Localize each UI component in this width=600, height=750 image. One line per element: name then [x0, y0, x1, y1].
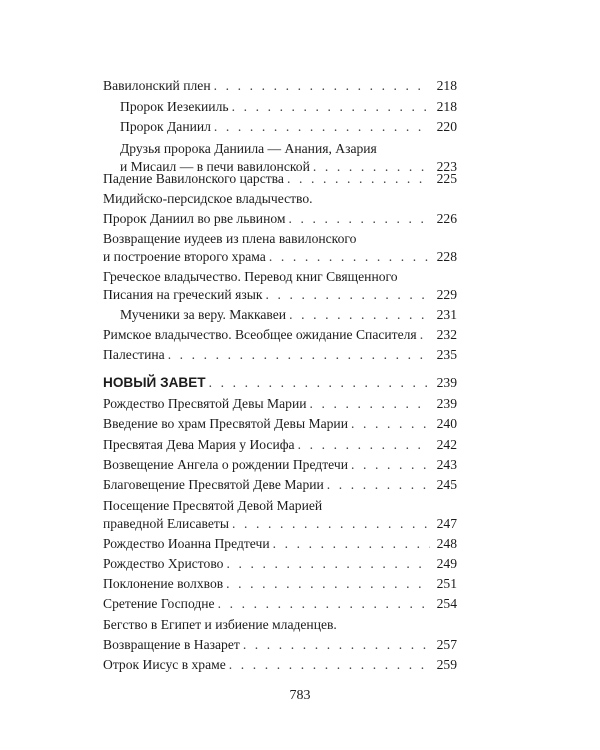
toc-entry-line	[103, 616, 457, 634]
toc-entry	[103, 616, 457, 634]
toc-entry	[103, 535, 457, 553]
toc-page-number: 251	[436, 576, 457, 591]
dot-leader	[420, 326, 430, 344]
toc-page-number: 225	[436, 171, 457, 186]
toc-entry-title: и построение второго храма	[103, 249, 266, 264]
dot-leader	[226, 555, 430, 573]
dot-leader	[243, 636, 430, 654]
toc-entry	[103, 595, 457, 613]
toc-entry-title: Сретение Господне	[103, 596, 215, 611]
toc-page-number: 245	[436, 477, 457, 492]
toc-entry	[103, 230, 457, 266]
dot-leader	[214, 77, 430, 95]
toc-page-number: 254	[436, 596, 457, 611]
toc-page-number: 248	[436, 536, 457, 551]
toc-entry	[103, 456, 457, 474]
toc-entry-line	[120, 306, 457, 324]
toc-entry-line	[103, 636, 457, 654]
toc-entry-title: Поклонение волхвов	[103, 576, 224, 591]
toc-page-number: 235	[436, 347, 457, 362]
dot-leader	[232, 98, 430, 116]
dot-leader	[229, 656, 430, 674]
toc-entry-title: Рождество Пресвятой Девы Марии	[103, 396, 307, 411]
toc-entry-title: праведной Елисаветы	[103, 516, 230, 531]
toc-entry-line	[103, 374, 457, 392]
toc-entry-title: Пророк Даниил во рве львином	[103, 211, 286, 226]
toc-page-number: 259	[436, 657, 457, 672]
toc-entry-title: Благовещение Пресвятой Деве Марии	[103, 477, 324, 492]
toc-page-number: 240	[436, 416, 457, 431]
toc-entry	[103, 395, 457, 413]
toc-entry-line	[120, 140, 457, 158]
toc-entry-line	[103, 248, 457, 266]
toc-entry-title: Римское владычество. Всеобщее ожидание Спасителя	[103, 327, 417, 342]
toc-entry-line	[103, 575, 457, 593]
dot-leader	[351, 456, 430, 474]
toc-entry	[120, 118, 457, 136]
toc-entry	[103, 346, 457, 364]
toc-entry-line	[103, 476, 457, 494]
toc-entry	[103, 436, 457, 454]
toc-page-number: 229	[436, 287, 457, 302]
toc-entry	[103, 656, 457, 674]
toc-entry	[103, 555, 457, 573]
toc-page-number: 232	[436, 327, 457, 342]
toc-entry	[103, 326, 457, 344]
dot-leader	[289, 306, 430, 324]
toc-entry-line	[103, 656, 457, 674]
toc-page-number: 249	[436, 556, 457, 571]
toc-entry-title: НОВЫЙ ЗАВЕТ	[103, 375, 206, 390]
toc-entry-title: Пресвятая Дева Мария у Иосифа	[103, 437, 295, 452]
toc-entry-title: Возвещение Ангела о рождении Предтечи	[103, 457, 348, 472]
toc-entry-title: Падение Вавилонского царства	[103, 171, 284, 186]
toc-entry-title: Отрок Иисус в храме	[103, 657, 226, 672]
toc-page-number: 231	[436, 307, 457, 322]
toc-entry-title: Палестина	[103, 347, 165, 362]
toc-page-number: 257	[436, 637, 457, 652]
toc-entry-title: Мученики за веру. Маккавеи	[120, 307, 287, 322]
page-number: 783	[289, 688, 311, 703]
dot-leader	[273, 535, 430, 553]
toc-entry-line	[103, 190, 457, 208]
toc-entry-line	[103, 535, 457, 553]
toc-entry-line	[103, 515, 457, 533]
toc-entry	[103, 415, 457, 433]
toc-entry-title: Греческое владычество. Перевод книг Священного	[103, 269, 398, 284]
toc-entry-title: Рождество Христово	[103, 556, 224, 571]
dot-leader	[298, 436, 430, 454]
toc-entry-line	[103, 230, 457, 248]
toc-entry	[103, 636, 457, 654]
toc-entry-line	[103, 555, 457, 573]
dot-leader	[265, 286, 430, 304]
toc-entry-title: Писания на греческий язык	[103, 287, 263, 302]
toc-page-number: 218	[436, 99, 457, 114]
toc-entry-line	[103, 210, 457, 228]
toc-entry	[103, 268, 457, 304]
dot-leader	[209, 374, 430, 392]
toc-entry	[103, 476, 457, 494]
toc-entry-title: Посещение Пресвятой Девой Марией	[103, 498, 323, 513]
toc-page-number: 226	[436, 211, 457, 226]
toc-entry-title: Пророк Даниил	[120, 119, 211, 134]
toc-entry-line	[103, 286, 457, 304]
toc-entry-line	[103, 456, 457, 474]
toc-entry-line	[103, 436, 457, 454]
dot-leader	[232, 515, 430, 533]
toc-entry	[103, 575, 457, 593]
dot-leader	[269, 248, 430, 266]
toc-page-number: 228	[436, 249, 457, 264]
dot-leader	[287, 170, 430, 188]
toc-entry-line	[103, 395, 457, 413]
toc-entry-line	[103, 415, 457, 433]
toc-entry-line	[103, 497, 457, 515]
toc-entry	[103, 210, 457, 228]
toc-entry-line	[103, 170, 457, 188]
toc-section-heading	[103, 374, 457, 392]
toc-entry-line	[103, 326, 457, 344]
toc-entry-line	[103, 77, 457, 95]
dot-leader	[289, 210, 431, 228]
toc-entry	[120, 98, 457, 116]
toc-entry	[103, 190, 457, 208]
toc-entry-title: Друзья пророка Даниила — Анания, Азария	[120, 141, 377, 156]
toc-entry-title: Пророк Иезекииль	[120, 99, 229, 114]
toc-entry-line	[120, 118, 457, 136]
toc-entry	[103, 497, 457, 533]
toc-entry-line	[103, 346, 457, 364]
toc-page-number: 223	[436, 159, 457, 174]
toc-entry	[103, 170, 457, 188]
toc-page-number: 247	[436, 516, 457, 531]
dot-leader	[310, 395, 431, 413]
dot-leader	[226, 575, 430, 593]
toc-entry-title: и Мисаил — в печи вавилонской	[120, 159, 310, 174]
toc-entry-line	[120, 98, 457, 116]
toc-entry-title: Бегство в Египет и избиение младенцев.	[103, 617, 337, 632]
toc-entry-title: Вавилонский плен	[103, 78, 211, 93]
toc-page-number: 239	[436, 375, 457, 390]
toc-entry-title: Мидийско-персидское владычество.	[103, 191, 313, 206]
dot-leader	[351, 415, 430, 433]
toc-entry-title: Введение во храм Пресвятой Девы Марии	[103, 416, 348, 431]
dot-leader	[214, 118, 430, 136]
dot-leader	[218, 595, 430, 613]
toc-page-number: 220	[436, 119, 457, 134]
dot-leader	[327, 476, 430, 494]
toc-entry	[103, 77, 457, 95]
toc-page-number: 218	[436, 78, 457, 93]
toc-entry-line	[103, 595, 457, 613]
dot-leader	[168, 346, 430, 364]
toc-page-number: 243	[436, 457, 457, 472]
toc-entry	[120, 306, 457, 324]
toc-entry-title: Рождество Иоанна Предтечи	[103, 536, 270, 551]
toc-page-number: 242	[436, 437, 457, 452]
toc-entry-title: Возвращение иудеев из плена вавилонского	[103, 231, 357, 246]
toc-entry-line	[103, 268, 457, 286]
toc-page-number: 239	[436, 396, 457, 411]
toc-entry-title: Возвращение в Назарет	[103, 637, 240, 652]
